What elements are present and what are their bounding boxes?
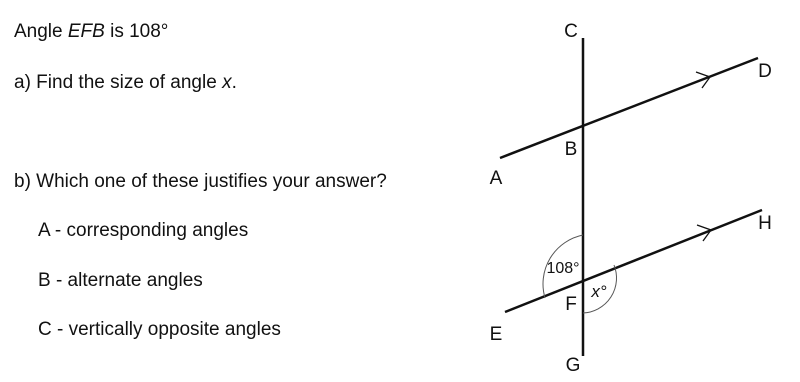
angle-efb-label: 108° xyxy=(546,260,580,277)
title-suffix: is 108° xyxy=(104,21,169,42)
point-label-b: B xyxy=(564,139,578,160)
part-a-prefix: a) Find the size of angle xyxy=(14,72,223,93)
parallel-line-ad xyxy=(500,58,758,158)
point-label-c: C xyxy=(564,21,578,42)
parallel-line-eh xyxy=(505,210,762,312)
option-a: A - corresponding angles xyxy=(38,220,249,241)
option-c: C - vertically opposite angles xyxy=(38,319,281,340)
point-label-f: F xyxy=(565,294,577,315)
point-label-d: D xyxy=(758,61,772,82)
title-prefix: Angle xyxy=(14,21,68,42)
part-a-suffix: . xyxy=(231,72,237,93)
question-part-b: b) Which one of these justifies your answer? xyxy=(14,171,387,192)
angle-x-label: x° xyxy=(591,282,607,301)
part-a-variable: x xyxy=(222,72,232,93)
point-label-h: H xyxy=(758,213,772,234)
option-b: B - alternate angles xyxy=(38,270,203,291)
point-label-e: E xyxy=(489,324,503,345)
point-label-a: A xyxy=(489,168,503,189)
point-label-g: G xyxy=(565,355,581,376)
title-angle-name: EFB xyxy=(67,21,105,42)
